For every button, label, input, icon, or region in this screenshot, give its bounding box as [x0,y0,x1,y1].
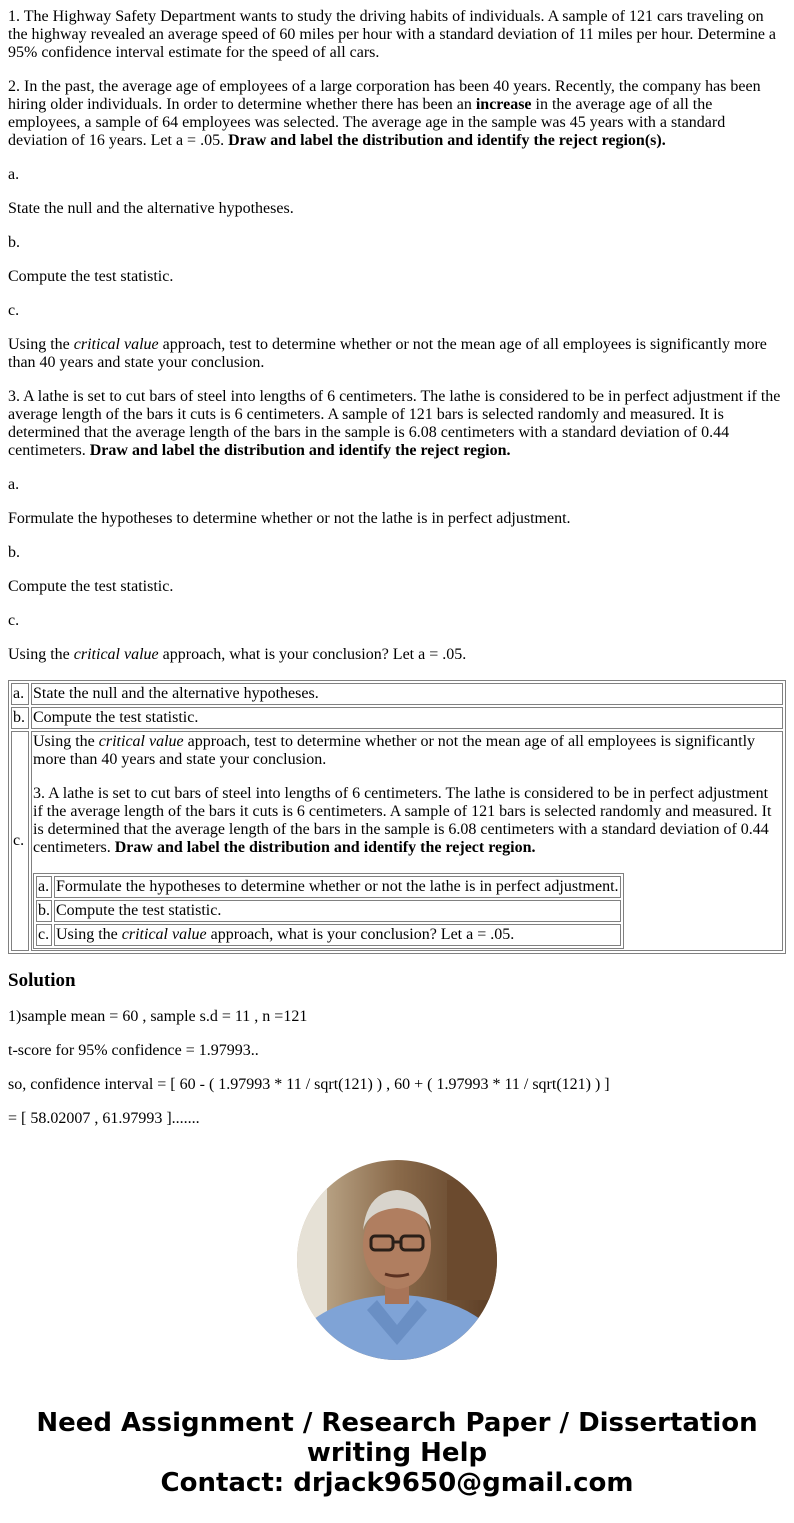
q3-part-b-text: Compute the test statistic. [8,578,174,595]
row-text: Formulate the hypotheses to determine whether or not the lathe is in perfect adjustment. [54,876,621,898]
table-row [36,924,621,946]
q3-part-c-text: Using the critical value approach, what is your conclusion? Let a = .05. [8,646,467,663]
table-row [11,731,783,951]
q2-part-a-label: a. [8,166,20,183]
table-row [36,900,621,922]
solution-line: 1)sample mean = 60 , sample s.d = 11 , n =121 [8,1008,308,1025]
solution-line: = [ 58.02007 , 61.97993 ]....... [8,1110,200,1127]
nested-question-table [33,873,624,949]
row-label: b. [36,900,52,922]
question-2-intro: 2. In the past, the average age of employees of a large corporation has been 40 years. Recently, the company has been hiring older individuals. In order to determine whether there has been an increase in the average age of all the employees, a sample of 64 employees was selected. The average age in the sample was 45 years with a standard deviation of 16 years. Let a = .05. Draw and label the distribution and identify the reject region(s). [8,78,761,149]
tutor-photo-icon [297,1160,497,1360]
question-3-intro: 3. A lathe is set to cut bars of steel into lengths of 6 centimeters. The lathe is considered to be in perfect adjustment if the average length of the bars it cuts is 6 centimeters. A sample of 121 bars is selected randomly and measured. It is determined that the average length of the bars in the sample is 6.08 centimeters with a standard deviation of 0.44 centimeters. Draw and label the distribution and identify the reject region. [8,388,781,459]
q3-cell-intro: 3. A lathe is set to cut bars of steel into lengths of 6 centimeters. The lathe is considered to be in perfect adjustment if the average length of the bars it cuts is 6 centimeters. A sample of 121 bars is selected randomly and measured. It is determined that the average length of the bars in the sample is 6.08 centimeters with a standard deviation of 0.44 centimeters. Draw and label the distribution and identify the reject region. [33,785,772,856]
avatar [297,1160,497,1360]
q2-part-c-text: Using the critical value approach, test to determine whether or not the mean age of all employees is significantly more than 40 years and state your conclusion. [8,336,767,371]
solution-line: so, confidence interval = [ 60 - ( 1.97993 * 11 / sqrt(121) ) , 60 + ( 1.97993 * 11 / sqrt(121) ) ] [8,1076,610,1093]
row-text: State the null and the alternative hypotheses. [31,683,783,705]
row-label: c. [36,924,52,946]
solution-line: t-score for 95% confidence = 1.97993.. [8,1042,259,1059]
q2-part-a-text: State the null and the alternative hypotheses. [8,200,294,217]
q2-c-cell-text: Using the critical value approach, test to determine whether or not the mean age of all employees is significantly more than 40 years and state your conclusion. [33,733,756,768]
q2-part-b-text: Compute the test statistic. [8,268,174,285]
question-table [8,680,786,954]
row-label: a. [11,683,29,705]
row-label: a. [36,876,52,898]
cta-contact: Contact: drjack9650@gmail.com [160,1468,634,1498]
q3-part-b-label: b. [8,544,20,561]
table-row [11,683,783,705]
q2-part-c-label: c. [8,302,20,319]
question-1: 1. The Highway Safety Department wants to study the driving habits of individuals. A sample of 121 cars traveling on the highway revealed an average speed of 60 miles per hour with a standard deviation of 11 miles per hour. Determine a 95% confidence interval estimate for the speed of all cars. [8,8,777,61]
cta-headline: Need Assignment / Research Paper / Dissertation writing Help [36,1408,758,1468]
row-text: Compute the test statistic. [31,707,783,729]
row-label: b. [11,707,29,729]
q3-part-a-label: a. [8,476,20,493]
row-text: Using the critical value approach, what is your conclusion? Let a = .05. [54,924,621,946]
row-text [31,731,783,951]
avatar-container [8,1160,786,1360]
table-row [11,707,783,729]
row-label: c. [11,731,29,951]
row-text: Compute the test statistic. [54,900,621,922]
contact-banner [8,1408,786,1498]
q3-part-c-label: c. [8,612,20,629]
q3-part-a-text: Formulate the hypotheses to determine whether or not the lathe is in perfect adjustment. [8,510,571,527]
table-row [36,876,621,898]
solution-heading: Solution [8,970,76,991]
q2-part-b-label: b. [8,234,20,251]
